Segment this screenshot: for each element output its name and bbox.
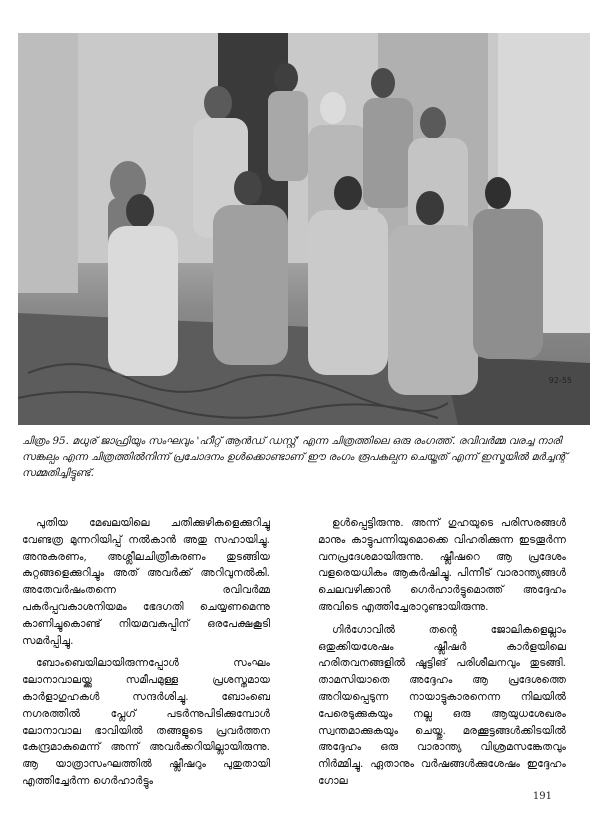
right-text-column [318, 515, 566, 796]
plate-number: 92-55 [548, 376, 572, 385]
group-portrait-illustration [18, 33, 590, 425]
paragraph: ബോംബെയിലായിരുന്നപ്പോൾ സംഘം ലോനാവാലയ്ക്കു സമീപമുള്ള പ്രശസ്തമായ കാർളാഗുഹകൾ സന്ദർശിച്ചു. ബോംബെ നഗരത്തിൽ പ്ലേഗ് പടർന്നുപിടിക്കുമ്പോൾ ലോനാവാല ഭാവിയിൽ തങ്ങളുടെ പ്രവർത്തന കേന്ദ്രമാകുമെന്ന് അന്ന് അവർക്കറിയില്ലായിരുന്നു. ആ യാത്രാസംഘത്തിൽ ഷ്ലീഷറും പുതുതായി എത്തിച്ചേർന്ന ഗെർഹാർട്ടും [22, 657, 270, 787]
figure-caption: ചിത്രം 95. മധുര് ജാഫ്രിയും സംഘവും 'ഹീറ്റ് ആൻഡ് ഡസ്റ്റ്' എന്ന ചിത്രത്തിലെ ഒരു രംഗത്ത്. രവിവർമ്മ വരച്ച നാരി സങ്കല്പം എന്ന ചിത്രത്തിൽനിന്ന് പ്രചോദനം ഉൾക്കൊണ്ടാണ് ഈ രംഗം രൂപകല്പന ചെയ്തത് എന്ന് ഇസ്മയിൽ മർച്ചന്റ് സമ്മതിച്ചിട്ടുണ്ട്. [22, 435, 567, 479]
paragraph: പുതിയ മേഖലയിലെ ചതിക്കുഴികളെക്കുറിച്ചു വേണ്ടത്ര മുന്നറിയിപ്പ് നൽകാൻ അതു സഹായിച്ചു. അനുകരണം, അശ്ലീലചിത്രീകരണം തുടങ്ങിയ കുറ്റങ്ങളെക്കുറിച്ചും അത് അവർക്ക് അറിവുനൽകി. അതേവർഷംതന്നെ രവിവർമ്മ പകർപ്പവകാശനിയമം ഭേദഗതി ചെയ്യണമെന്നു കാണിച്ചുകൊണ്ട് നിയമവകുപ്പിന് ഒരപേക്ഷകൂടി സമർപ്പിച്ചു. [22, 517, 270, 647]
left-text-column [22, 515, 270, 796]
historical-photograph [18, 33, 590, 425]
page-number: 191 [532, 791, 552, 802]
paragraph: ഉൾപ്പെട്ടിരുന്നു. അന്ന് ഗുഹയുടെ പരിസരങ്ങൾ മാനും കാട്ടുപന്നിയുമൊക്കെ വിഹരിക്കുന്ന ഇടതൂർന്ന വനപ്രദേശമായിരുന്നു. ഷ്ലീഷറെ ആ പ്രദേശം വളരെയധികം ആകർഷിച്ചു. പിന്നീട് വാരാന്ത്യങ്ങൾ ചെലവഴിക്കാൻ ഗെർഹാർട്ടുമൊത്ത് അദ്ദേഹം അവിടെ എത്തിച്ചേരാറുണ്ടായിരുന്നു. [318, 517, 566, 613]
paragraph: ഗിർഗോവിൽ തന്റെ ജോലികളെല്ലാം ഒതുക്കിയശേഷം ഷ്ലീഷർ കാർളയിലെ ഹരിതവനങ്ങളിൽ ഷൂട്ടിങ് പരിശീലനവും തുടങ്ങി. താമസിയാതെ അദ്ദേഹം ആ പ്രദേശത്തെ അറിയപ്പെടുന്ന നായാട്ടുകാരനെന്ന നിലയിൽ പേരെടുക്കുകയും നല്ല ഒരു ആയുധശേഖരം സ്വന്തമാക്കുകയും ചെയ്തു. മരക്കൂട്ടങ്ങൾക്കിടയിൽ അദ്ദേഹം ഒരു വാരാന്ത്യ വിശ്രമസങ്കേതവും നിർമ്മിച്ചു. ഏതാനും വർഷങ്ങൾക്കുശേഷം ഇദ്ദേഹം ഗോല [318, 623, 566, 787]
